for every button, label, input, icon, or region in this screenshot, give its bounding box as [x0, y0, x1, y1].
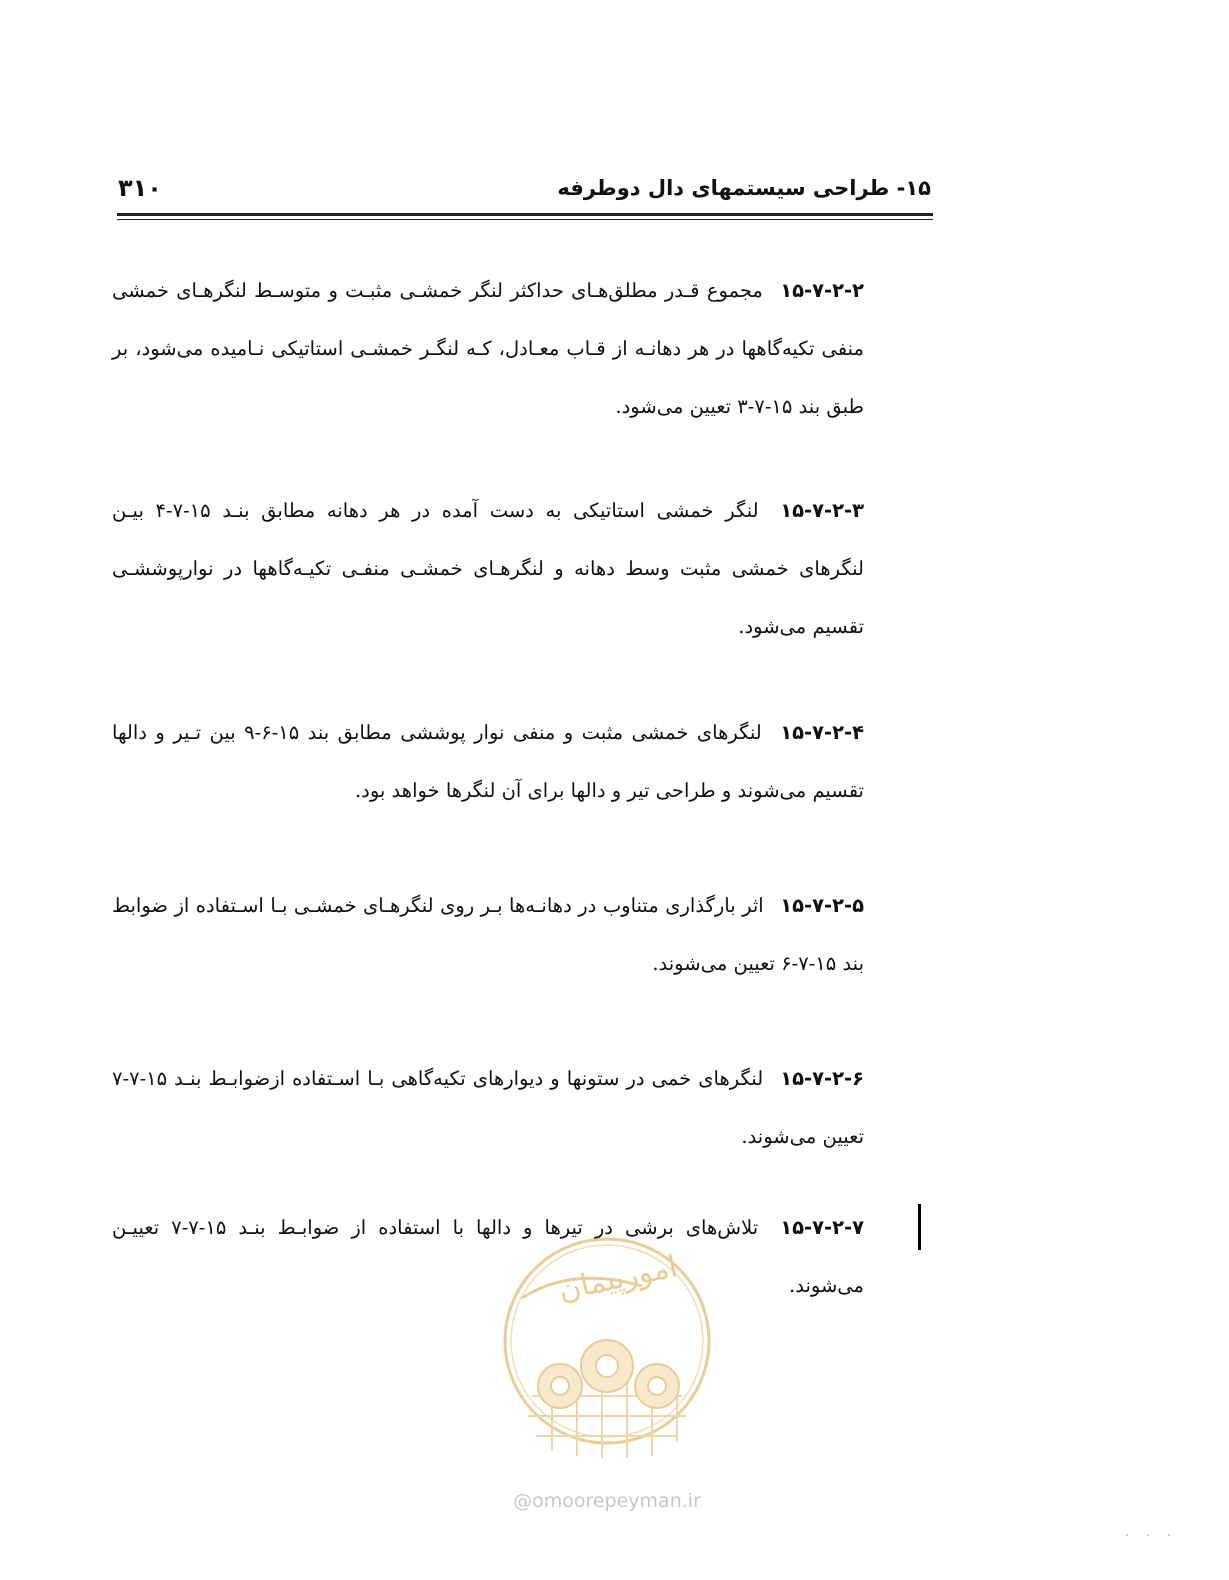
change-bar	[918, 1204, 921, 1250]
section-paragraph	[112, 262, 864, 436]
section-number: ۱۵-۷-۲-۷	[780, 1216, 864, 1239]
section-text: تلاش‌های برشی در تیرها و دالها با استفاده از ضوابـط بنـد ۱۵-۷-۷ تعییـن می‌شوند.	[112, 1216, 864, 1297]
section-number: ۱۵-۷-۲-۳	[780, 499, 865, 522]
section-paragraph	[112, 1050, 864, 1166]
watermark-url: @omoorepeyman.ir	[513, 1490, 701, 1512]
page-number: ۳۱۰	[118, 174, 162, 202]
section-number: ۱۵-۷-۲-۲	[780, 279, 865, 302]
chapter-title: ۱۵- طراحی سیستمهای دال دوطرفه	[557, 176, 931, 200]
header-rule-thick	[117, 213, 933, 216]
section-paragraph	[112, 1199, 864, 1315]
section-paragraph	[112, 877, 864, 993]
section-text: لنگرهای خمی در ستونها و دیوارهای تکیه‌گاهی بـا اسـتفاده ازضوابـط بنـد ۱۵-۷-۷ تعیین می‌شوند.	[112, 1067, 864, 1148]
section-number: ۱۵-۷-۲-۴	[780, 721, 864, 744]
corner-dots: · · ·	[1125, 1528, 1178, 1544]
section-text: لنگر خمشی استاتیکی به دست آمده در هر دهانه مطابق بنـد ۱۵-۷-۴ بیـن لنگرهای خمشی مثبت وسط دهانه و لنگرهـای خمشـی منفـی تکیـه‌گاهها در نوارپوششـی تقسیم می‌شود.	[112, 499, 864, 638]
section-text: مجموع قـدر مطلق‌هـای حداکثر لنگر خمشـی مثبـت و متوسـط لنگرهـای خمشی منفی تکیه‌گاهها در هر دهانـه از قـاب معـادل، کـه لنگـر خمشـی استاتیکی نـامیده می‌شود، بر طبق بند ۱۵-۷-۳ تعیین می‌شود.	[112, 279, 864, 418]
watermark-logo-text: امورپیمان	[555, 1249, 681, 1309]
section-number: ۱۵-۷-۲-۶	[780, 1067, 865, 1090]
section-paragraph	[112, 704, 864, 820]
section-paragraph	[112, 482, 864, 656]
section-text: لنگرهای خمشی مثبت و منفی نوار پوششی مطابق بند ۱۵-۶-۹ بین تـیر و دالها تقسیم می‌شوند و طراحی تیر و دالها برای آن لنگرها خواهد بود.	[112, 721, 864, 802]
header-rule-thin	[117, 219, 933, 220]
section-number: ۱۵-۷-۲-۵	[780, 894, 864, 917]
watermark	[502, 1226, 712, 1516]
section-text: اثر بارگذاری متناوب در دهانـه‌ها بـر روی لنگرهـای خمشـی بـا اسـتفاده از ضوابط بند ۱۵-۷-۶ تعیین می‌شوند.	[112, 894, 864, 975]
watermark-logo	[502, 1226, 712, 1481]
